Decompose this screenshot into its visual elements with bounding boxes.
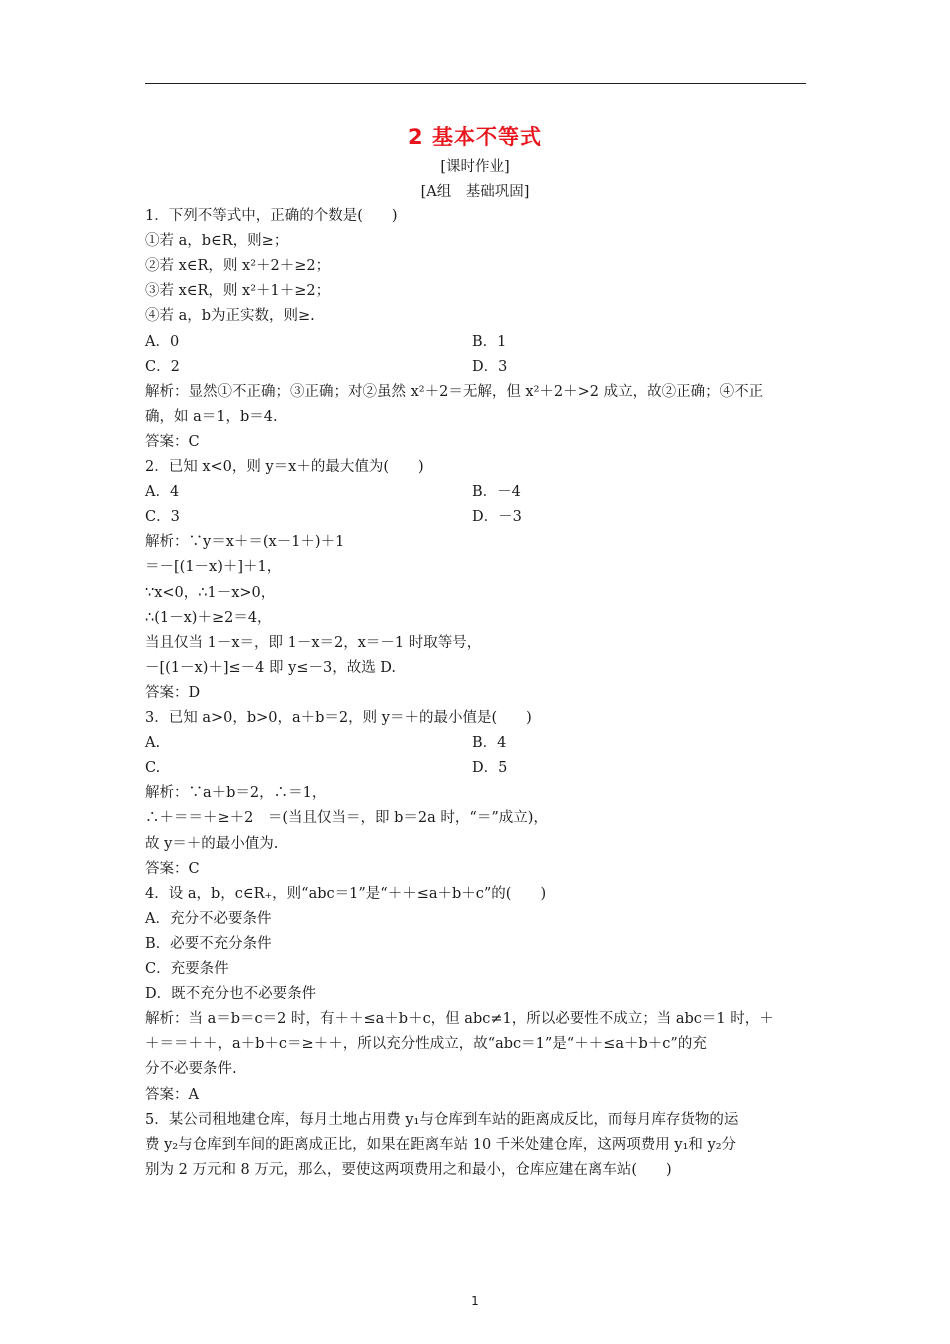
line-text: 2．已知 x<0，则 y＝x＋的最大值为( )	[145, 459, 424, 475]
line-text: C．3	[145, 509, 180, 526]
page-number: 1	[471, 1294, 479, 1308]
text-line	[145, 834, 810, 854]
line-text: 费 y₂与仓库到车间的距离成正比，如果在距离车站 10 千米处建仓库，这两项费用 y₁和 y₂分	[145, 1136, 737, 1153]
line-text: D．既不充分也不必要条件	[145, 986, 317, 1003]
text-line	[145, 382, 810, 402]
line-text: 答案：D	[145, 684, 201, 701]
line-text: ④若 a，b为正实数，则≥.	[145, 308, 315, 325]
line-text: 当且仅当 1－x＝，即 1－x＝2，x＝－1 时取等号，	[145, 634, 482, 651]
line-text: 别为 2 万元和 8 万元，那么，要使这两项费用之和最小，仓库应建在离车站( )	[145, 1161, 672, 1178]
line-text: A．0	[145, 333, 180, 350]
line-text: ∴(1－x)＋≥2＝4，	[145, 609, 272, 626]
option-right: B．4	[472, 735, 507, 752]
text-line	[145, 1110, 810, 1130]
line-text: 答案：C	[145, 433, 200, 450]
line-text: ＝－[(1－x)＋]＋1，	[145, 559, 282, 576]
line-text: C.	[145, 760, 161, 777]
line-text: ＋＝＝＋＋，a＋b＋c＝≥＋＋，所以充分性成立，故“abc＝1”是“＋＋≤a＋b＋c”的充	[145, 1036, 707, 1053]
text-line	[145, 633, 810, 653]
text-line	[145, 306, 810, 326]
text-line	[145, 683, 810, 703]
text-line	[145, 231, 810, 251]
text-line	[145, 583, 810, 603]
text-line	[145, 733, 810, 753]
option-right: D．3	[472, 358, 508, 375]
text-line	[145, 557, 810, 577]
text-line	[145, 758, 810, 778]
line-text: 答案：C	[145, 860, 200, 877]
text-line	[145, 1160, 810, 1180]
text-line	[145, 332, 810, 352]
text-line	[145, 608, 810, 628]
line-text: ∴＋＝＝＋≥＋2 ＝(当且仅当＝，即 b＝2a 时，“＝”成立)，	[145, 810, 548, 827]
line-text: C．充要条件	[145, 961, 229, 977]
text-line	[145, 1034, 810, 1054]
text-line	[145, 457, 810, 477]
text-line	[145, 783, 810, 803]
line-text: ②若 x∈R，则 x²＋2＋≥2；	[145, 258, 331, 275]
option-right: B．1	[472, 333, 507, 350]
subtitle-homework: [课时作业]	[440, 159, 510, 175]
line-text: 1．下列不等式中，正确的个数是( )	[145, 208, 398, 224]
line-text: 确，如 a＝1，b＝4.	[145, 408, 278, 425]
text-line	[145, 407, 810, 427]
line-text: 答案：A	[145, 1086, 199, 1103]
line-text: 故 y＝＋的最小值为.	[145, 835, 279, 852]
line-text: ①若 a，b∈R，则≥；	[145, 233, 289, 250]
text-line	[145, 1009, 810, 1029]
line-text: A.	[145, 735, 161, 752]
text-line	[145, 482, 810, 502]
line-text: 5．某公司租地建仓库，每月土地占用费 y₁与仓库到车站的距离成反比，而每月库存货物的运	[145, 1111, 739, 1128]
line-text: A．充分不必要条件	[145, 910, 272, 927]
page-title: 2 基本不等式	[408, 125, 542, 149]
text-line	[145, 1135, 810, 1155]
text-line	[145, 1085, 810, 1105]
line-text: 4．设 a，b，c∈R₊，则“abc＝1”是“＋＋≤a＋b＋c”的( )	[145, 885, 547, 902]
line-text: 解析：∵a＋b＝2，∴＝1，	[145, 785, 327, 802]
text-line	[145, 909, 810, 929]
text-line	[145, 808, 810, 828]
header-rule	[145, 83, 806, 84]
option-right: D．－3	[472, 509, 522, 526]
line-text: －[(1－x)＋]≤－4 即 y≤－3，故选 D.	[145, 659, 397, 676]
text-line	[145, 1059, 810, 1079]
text-line	[145, 884, 810, 904]
text-line	[145, 934, 810, 954]
line-text: 3．已知 a>0，b>0，a＋b＝2，则 y＝＋的最小值是( )	[145, 710, 532, 726]
text-line	[145, 658, 810, 678]
text-line	[145, 357, 810, 377]
text-line	[145, 507, 810, 527]
line-text: 解析：∵y＝x＋＝(x－1＋)＋1	[145, 534, 345, 551]
text-line	[145, 959, 810, 979]
subtitle-group: [A组 基础巩固]	[420, 184, 530, 200]
line-text: ∵x<0，∴1－x>0，	[145, 584, 276, 601]
text-line	[145, 432, 810, 452]
option-right: D．5	[472, 760, 508, 777]
line-text: ③若 x∈R，则 x²＋1＋≥2；	[145, 283, 331, 300]
option-right: B．－4	[472, 484, 521, 501]
line-text: B．必要不充分条件	[145, 935, 272, 952]
text-line	[145, 206, 810, 226]
line-text: 分不必要条件.	[145, 1061, 237, 1078]
text-line	[145, 281, 810, 301]
line-text: A．4	[145, 484, 180, 501]
text-line	[145, 532, 810, 552]
line-text: 解析：当 a＝b＝c＝2 时，有＋＋≤a＋b＋c，但 abc≠1，所以必要性不成立；当 abc＝1 时，＋	[145, 1011, 774, 1028]
text-line	[145, 859, 810, 879]
text-line	[145, 708, 810, 728]
line-text: 解析：显然①不正确；③正确；对②虽然 x²＋2＝无解，但 x²＋2＋>2 成立，故②正确；④不正	[145, 383, 764, 400]
text-line	[145, 984, 810, 1004]
line-text: C．2	[145, 358, 180, 375]
text-line	[145, 256, 810, 276]
